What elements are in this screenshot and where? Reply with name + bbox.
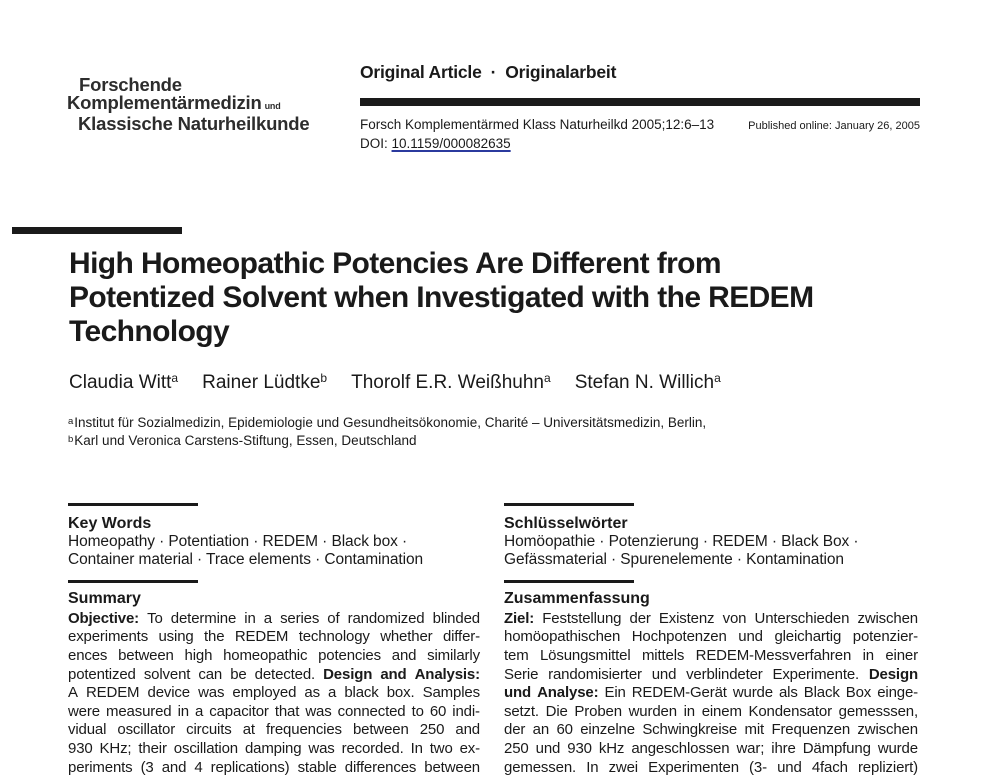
keywords-text <box>504 533 918 570</box>
abstract-column-german <box>504 503 918 777</box>
title-line: High Homeopathic Potencies Are Different from <box>69 247 721 280</box>
journal-logo-line-2 <box>67 91 309 116</box>
header-divider-bar <box>360 98 920 106</box>
keywords-text <box>68 533 480 570</box>
author: Claudia Witt$^a$ <box>69 371 179 393</box>
affiliation-sup: a <box>68 416 74 427</box>
journal-logo-und: und <box>264 100 281 111</box>
abstract-line: periments (3 and 4 replications) stable differences between <box>68 758 480 776</box>
keywords-line: Homöopathie · Potenzierung · REDEM · Black Box · <box>504 532 859 550</box>
author-affiliation-sup: a <box>544 371 551 385</box>
abstract-line: 930 KHz; their oscillation damping was recorded. In two ex- <box>68 739 480 757</box>
article-title <box>69 247 813 349</box>
keywords-line: Gefässmaterial · Spurenelemente · Kontamination <box>504 550 844 568</box>
author-affiliation-sup: a <box>714 371 721 385</box>
abstract-line: gemessen. In zwei Experimenten (3- und 4fach repliziert) <box>504 758 918 776</box>
title-line: Potentized Solvent when Investigated with the REDEM <box>69 281 814 314</box>
affiliation-row: $^b$Karl und Veronica Carstens-Stiftung, Essen, Deutschland <box>68 433 417 448</box>
article-header <box>360 62 920 151</box>
article-type-separator: · <box>490 62 497 82</box>
abstract-line: vidual oscillator circuits at frequencies between 250 and <box>68 721 480 739</box>
abstract-line: potentized solvent can be detected. Design and Analysis: <box>68 665 480 683</box>
abstract-line: tem Lösungsmittel mittels REDEM-Messverfahren in einer <box>504 647 918 664</box>
published-online-date: Published online: January 26, 2005 <box>748 120 920 132</box>
author: Rainer Lüdtke$^b$ <box>202 371 328 393</box>
journal-logo-line-3: Klassische Naturheilkunde <box>78 113 310 134</box>
abstract-heading: Summary <box>68 589 141 607</box>
author: Thorolf E.R. Weißhuhn$^a$ <box>351 371 551 393</box>
article-type-heading <box>360 62 920 83</box>
abstract-rule <box>504 580 634 583</box>
abstract-line: were measured in a capacitor that was connected to 60 indi- <box>68 702 480 720</box>
abstract-line: 250 und 930 kHz angeschlossen war; ihre Dämpfung wurde <box>504 739 918 757</box>
abstract-line: homöopathischen Hochpotenzen und gleichartig potenzier- <box>504 628 918 646</box>
abstract-text <box>504 610 918 777</box>
author-affiliation-sup: b <box>320 371 328 385</box>
abstract-line: und Analyse: Ein REDEM-Gerät wurde als Black Box einge- <box>504 684 918 702</box>
article-type-en: Original Article <box>360 62 482 82</box>
affiliation-row: $^a$Institut für Sozialmedizin, Epidemiologie und Gesundheitsökonomie, Charité – Universitätsmedizin, Berlin, <box>68 415 707 430</box>
abstract-line: Objective: To determine in a series of randomized blinded <box>68 609 480 627</box>
author-affiliation-sup: a <box>171 371 179 385</box>
abstract-column-english <box>68 503 480 777</box>
citation-row <box>360 117 920 132</box>
doi-label: DOI: <box>360 136 388 151</box>
journal-logo-line-1: Forschende <box>79 74 182 95</box>
authors-line <box>69 372 745 394</box>
abstract-line: experiments using the REDEM technology whether differ- <box>68 628 480 646</box>
abstract-line: A REDEM device was employed as a black box. Samples <box>68 684 480 702</box>
abstract-line: der an 60 einzelne Schwingkreise mit Frequenzen zwischen <box>504 721 918 739</box>
abstract-rule <box>68 580 198 583</box>
affiliation-sup: b <box>68 434 74 445</box>
keywords-rule <box>68 503 198 506</box>
journal-logo-line-2-main: Komplementärmedizin <box>67 91 262 113</box>
journal-logo <box>67 76 309 133</box>
keywords-heading: Key Words <box>68 514 152 532</box>
abstract-heading: Zusammenfassung <box>504 589 650 607</box>
abstract-text <box>68 610 480 777</box>
keywords-heading: Schlüsselwörter <box>504 514 628 532</box>
abstract-line: setzt. Die Proben wurden in einem Kondensator gemesssen, <box>504 702 918 720</box>
doi-link[interactable]: 10.1159/000082635 <box>391 136 511 151</box>
affiliations <box>68 414 706 450</box>
journal-citation: Forsch Komplementärmed Klass Naturheilkd 2005;12:6–13 <box>360 117 715 132</box>
title-accent-bar <box>12 227 182 234</box>
keywords-rule <box>504 503 634 506</box>
title-line: Technology <box>69 315 230 348</box>
article-type-de: Originalarbeit <box>505 62 617 82</box>
abstract-line: ences between high homeopathic potencies and similarly <box>68 647 480 664</box>
abstract-line: Serie randomisierter und verblindeter Experimente. Design <box>504 665 918 683</box>
keywords-line: Container material · Trace elements · Contamination <box>68 550 424 568</box>
doi-row <box>360 136 920 151</box>
author: Stefan N. Willich$^a$ <box>574 371 721 393</box>
keywords-line: Homeopathy · Potentiation · REDEM · Black box · <box>68 532 408 550</box>
abstract-line: Ziel: Feststellung der Existenz von Unterschieden zwischen <box>504 609 918 627</box>
